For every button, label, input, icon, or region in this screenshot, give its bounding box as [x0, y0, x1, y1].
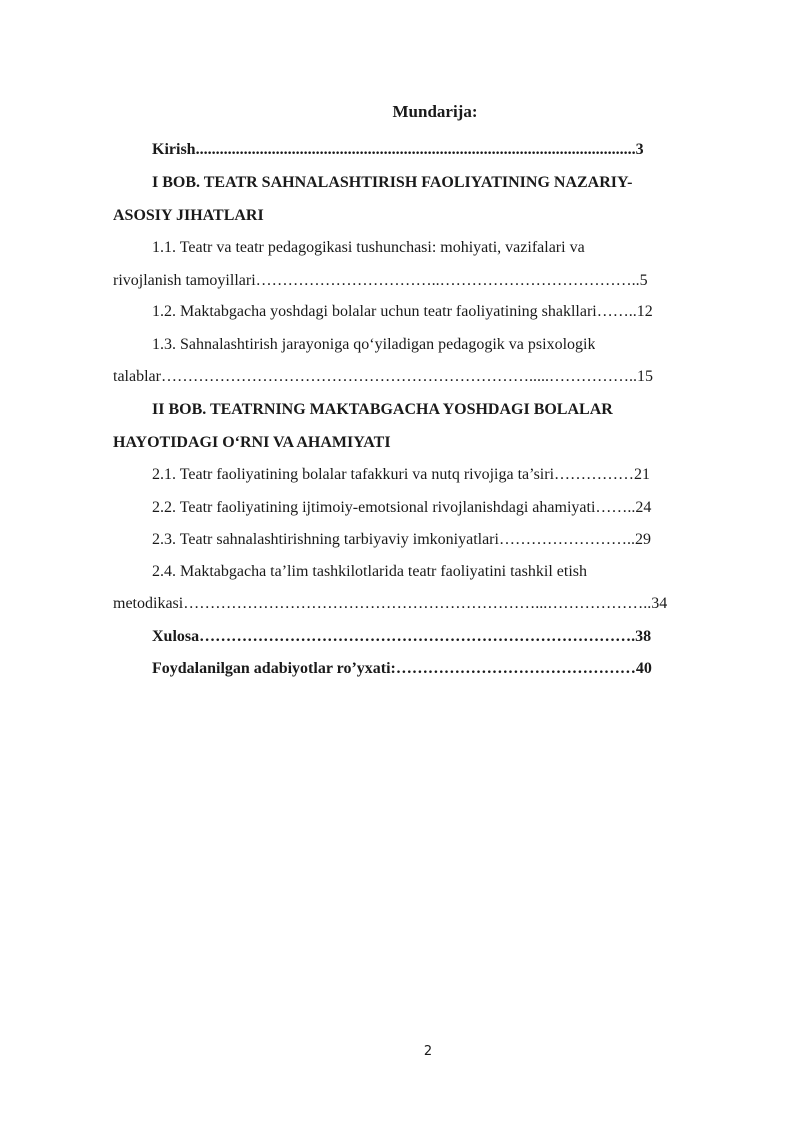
page-number: 2: [423, 1044, 433, 1059]
toc-entry-1-1-line-1[interactable]: 1.1. Teatr va teatr pedagogikasi tushunchasi: mohiyati, vazifalari va: [152, 239, 585, 256]
toc-chapter-2-line-1[interactable]: II BOB. TEATRNING MAKTABGACHA YOSHDAGI BOLALAR: [152, 401, 613, 418]
toc-entry-1-3-line-1[interactable]: 1.3. Sahnalashtirish jarayoniga qo‘yiladigan pedagogik va psixologik: [152, 336, 596, 353]
toc-chapter-1-line-2[interactable]: ASOSIY JIHATLARI: [113, 207, 264, 224]
toc-chapter-1-line-1[interactable]: I BOB. TEATR SAHNALASHTIRISH FAOLIYATINING NAZARIY-: [152, 174, 633, 191]
toc-title: Mundarija:: [392, 102, 478, 121]
toc-entry-xulosa[interactable]: Xulosa……………………………………………………………………….38: [152, 628, 652, 645]
toc-entry-2-1[interactable]: 2.1. Teatr faoliyatining bolalar tafakkuri va nutq rivojiga ta’siri……………21: [152, 466, 651, 483]
toc-entry-adabiyotlar[interactable]: Foydalanilgan adabiyotlar ro’yxati:………………………………………40: [152, 660, 652, 677]
toc-entry-1-3-line-2[interactable]: talablar…………………………………………………………….....……………..15: [113, 368, 653, 385]
toc-entry-1-2[interactable]: 1.2. Maktabgacha yoshdagi bolalar uchun teatr faoliyatining shakllari……..12: [152, 303, 653, 320]
toc-entry-1-1-line-2[interactable]: rivojlanish tamoyillari……………………………..………………………………..5: [113, 272, 648, 289]
toc-entry-2-4-line-1[interactable]: 2.4. Maktabgacha ta’lim tashkilotlarida teatr faoliyatini tashkil etish: [152, 563, 587, 580]
toc-entry-2-3[interactable]: 2.3. Teatr sahnalashtirishning tarbiyaviy imkoniyatlari……………………..29: [152, 531, 651, 548]
toc-entry-2-2[interactable]: 2.2. Teatr faoliyatining ijtimoiy-emotsional rivojlanishdagi ahamiyati……..24: [152, 499, 652, 516]
toc-chapter-2-line-2[interactable]: HAYOTIDAGI O‘RNI VA AHAMIYATI: [113, 434, 391, 451]
toc-entry-kirish[interactable]: Kirish..............................................................................................................3: [152, 141, 644, 158]
toc-entry-2-4-line-2[interactable]: metodikasi…………………………………………………………...………………..34: [113, 595, 668, 612]
